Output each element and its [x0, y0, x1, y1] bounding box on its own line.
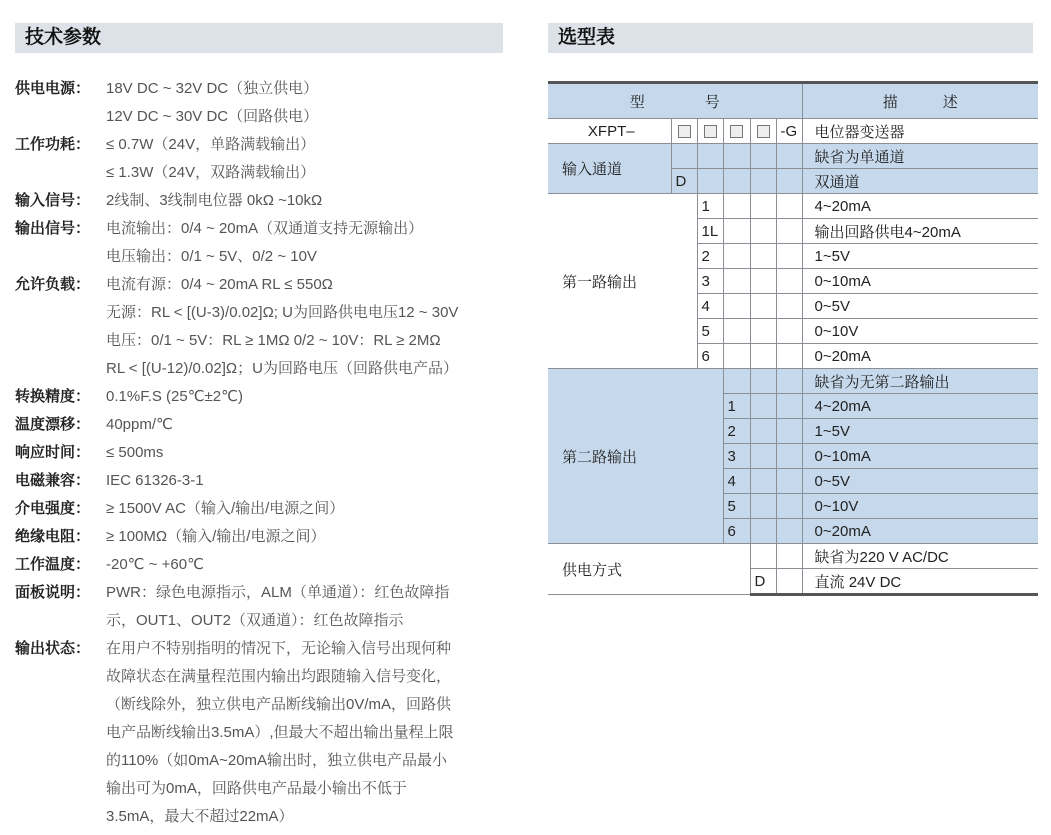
spec-row — [15, 75, 510, 131]
empty-cell — [723, 194, 750, 219]
option-desc: 1~5V — [802, 419, 1038, 444]
empty-cell — [750, 344, 776, 369]
empty-cell — [750, 169, 776, 194]
empty-cell — [776, 219, 802, 244]
spec-value — [106, 75, 318, 131]
option-code: 4 — [697, 294, 723, 319]
spec-line: -20℃ ~ +60℃ — [106, 556, 204, 573]
header-model: 型 号 — [548, 83, 802, 119]
empty-cell — [723, 294, 750, 319]
empty-cell — [723, 244, 750, 269]
option-desc: 4~20mA — [802, 194, 1038, 219]
spec-value — [106, 271, 458, 383]
spec-label: 允许负载： — [15, 276, 91, 293]
empty-cell — [697, 144, 723, 169]
table-row — [548, 369, 1038, 394]
spec-line: 示，OUT1、OUT2（双通道）：红色故障指示 — [106, 612, 404, 629]
spec-label: 输入信号： — [15, 192, 91, 209]
option-code: 3 — [723, 444, 750, 469]
spec-row — [15, 467, 510, 495]
out1-label: 第一路输出 — [548, 194, 697, 369]
empty-cell — [776, 444, 802, 469]
spec-label: 工作温度： — [15, 556, 91, 573]
option-code: 3 — [697, 269, 723, 294]
option-desc: 缺省为无第二路输出 — [802, 369, 1038, 394]
empty-cell — [750, 469, 776, 494]
empty-cell — [750, 219, 776, 244]
model-desc: 电位器变送器 — [802, 119, 1038, 144]
option-code: 5 — [723, 494, 750, 519]
spec-row — [15, 271, 510, 383]
option-desc: 0~10mA — [802, 269, 1038, 294]
spec-row — [15, 411, 510, 439]
option-code: 1 — [723, 394, 750, 419]
option-code — [671, 144, 697, 169]
option-code: 1 — [697, 194, 723, 219]
option-box-icon — [671, 119, 697, 144]
option-code: 6 — [697, 344, 723, 369]
spec-label: 工作功耗： — [15, 136, 91, 153]
option-code — [750, 544, 776, 569]
spec-value — [106, 467, 204, 495]
spec-row — [15, 551, 510, 579]
empty-cell — [776, 194, 802, 219]
option-desc: 0~5V — [802, 294, 1038, 319]
option-desc: 缺省为220 V AC/DC — [802, 544, 1038, 569]
option-code: 1L — [697, 219, 723, 244]
spec-row — [15, 383, 510, 411]
empty-cell — [776, 544, 802, 569]
option-box-icon — [723, 119, 750, 144]
option-desc: 双通道 — [802, 169, 1038, 194]
table-row — [548, 83, 1038, 119]
spec-value — [106, 439, 163, 467]
empty-cell — [776, 569, 802, 595]
section-title-selection: 选型表 — [548, 23, 1033, 53]
spec-row — [15, 215, 510, 271]
spec-value — [106, 579, 449, 635]
empty-cell — [750, 269, 776, 294]
spec-row — [15, 635, 510, 831]
spec-value — [106, 187, 322, 215]
spec-value — [106, 131, 315, 187]
empty-cell — [750, 494, 776, 519]
power-label: 供电方式 — [548, 544, 750, 595]
option-box-icon — [697, 119, 723, 144]
option-code: D — [671, 169, 697, 194]
table-row — [548, 119, 1038, 144]
empty-cell — [776, 144, 802, 169]
spec-line: 0.1%F.S (25℃±2℃) — [106, 388, 243, 405]
empty-cell — [750, 369, 776, 394]
option-desc: 0~20mA — [802, 519, 1038, 544]
spec-value — [106, 635, 454, 831]
empty-cell — [750, 244, 776, 269]
spec-line: 电流有源：0/4 ~ 20mA RL ≤ 550Ω — [106, 276, 333, 293]
spec-line: 故障状态在满量程范围内输出均跟随输入信号变化， — [106, 668, 452, 685]
table-row — [548, 194, 1038, 219]
empty-cell — [776, 244, 802, 269]
spec-value — [106, 411, 173, 439]
option-desc: 0~10mA — [802, 444, 1038, 469]
option-desc: 0~10V — [802, 319, 1038, 344]
spec-line: 输出可为0mA，回路供电产品最小输出不低于 — [106, 780, 407, 797]
empty-cell — [776, 344, 802, 369]
spec-line: 2线制、3线制电位器 0kΩ ~10kΩ — [106, 192, 323, 209]
spec-label: 供电电源： — [15, 80, 91, 97]
empty-cell — [723, 169, 750, 194]
spec-row — [15, 523, 510, 551]
empty-cell — [776, 319, 802, 344]
option-desc: 直流 24V DC — [802, 569, 1038, 595]
spec-label: 介电强度： — [15, 500, 91, 517]
spec-row — [15, 439, 510, 467]
section-title-specs: 技术参数 — [15, 23, 503, 53]
spec-label: 响应时间： — [15, 444, 91, 461]
option-desc: 4~20mA — [802, 394, 1038, 419]
option-desc: 0~5V — [802, 469, 1038, 494]
spec-line: 40ppm/℃ — [106, 416, 173, 433]
selection-table — [548, 81, 1038, 596]
option-code: 2 — [697, 244, 723, 269]
spec-row — [15, 187, 510, 215]
spec-line: 电流输出：0/4 ~ 20mA（双通道支持无源输出） — [106, 220, 424, 237]
option-desc: 0~20mA — [802, 344, 1038, 369]
spec-line: PWR：绿色电源指示，ALM（单通道）：红色故障指 — [106, 584, 450, 601]
spec-row — [15, 495, 510, 523]
spec-label: 面板说明： — [15, 584, 91, 601]
header-desc: 描 述 — [802, 83, 1038, 119]
empty-cell — [750, 194, 776, 219]
option-code — [723, 369, 750, 394]
spec-label: 温度漂移： — [15, 416, 91, 433]
empty-cell — [723, 269, 750, 294]
spec-line: RL < [(U-12)/0.02]Ω；U为回路电压（回路供电产品） — [106, 360, 458, 377]
input-label: 输入通道 — [548, 144, 671, 194]
option-desc: 1~5V — [802, 244, 1038, 269]
spec-line: ≤ 0.7W（24V，单路满载输出） — [106, 136, 316, 153]
option-code: 6 — [723, 519, 750, 544]
spec-line: ≤ 1.3W（24V，双路满载输出） — [106, 164, 316, 181]
spec-label: 绝缘电阻： — [15, 528, 91, 545]
spec-line: 无源：RL < [(U-3)/0.02]Ω; U为回路供电电压12 ~ 30V — [106, 304, 459, 321]
empty-cell — [750, 444, 776, 469]
option-desc: 0~10V — [802, 494, 1038, 519]
option-code: 4 — [723, 469, 750, 494]
spec-line: ≥ 1500V AC（输入/输出/电源之间） — [106, 500, 345, 517]
spec-value — [106, 495, 344, 523]
spec-row — [15, 131, 510, 187]
empty-cell — [750, 519, 776, 544]
out2-label: 第二路输出 — [548, 369, 723, 544]
option-code: 5 — [697, 319, 723, 344]
empty-cell — [776, 394, 802, 419]
spec-line: 在用户不特别指明的情况下，无论输入信号出现何种 — [106, 640, 452, 657]
spec-value — [106, 551, 204, 579]
spec-label: 转换精度： — [15, 388, 91, 405]
empty-cell — [723, 319, 750, 344]
option-desc: 输出回路供电4~20mA — [802, 219, 1038, 244]
spec-line: 12V DC ~ 30V DC（回路供电） — [106, 108, 319, 125]
spec-list — [15, 75, 510, 831]
spec-line: 电产品断线输出3.5mA）,但最大不超出输出量程上限 — [106, 724, 454, 741]
table-row — [548, 144, 1038, 169]
spec-line: 的110%（如0mA~20mA输出时，独立供电产品最小 — [106, 752, 448, 769]
empty-cell — [750, 319, 776, 344]
spec-line: 电压：0/1 ~ 5V：RL ≥ 1MΩ 0/2 ~ 10V：RL ≥ 2MΩ — [106, 332, 441, 349]
empty-cell — [776, 469, 802, 494]
spec-line: ≥ 100MΩ（输入/输出/电源之间） — [106, 528, 326, 545]
empty-cell — [776, 419, 802, 444]
empty-cell — [723, 344, 750, 369]
empty-cell — [776, 369, 802, 394]
spec-label: 输出状态： — [15, 640, 91, 657]
spec-label: 输出信号： — [15, 220, 91, 237]
spec-line: 电压输出：0/1 ~ 5V、0/2 ~ 10V — [106, 248, 317, 265]
option-code: D — [750, 569, 776, 595]
empty-cell — [776, 269, 802, 294]
empty-cell — [723, 144, 750, 169]
empty-cell — [697, 169, 723, 194]
empty-cell — [723, 219, 750, 244]
empty-cell — [750, 294, 776, 319]
option-desc: 缺省为单通道 — [802, 144, 1038, 169]
empty-cell — [776, 519, 802, 544]
model-name: XFPT– — [548, 119, 671, 144]
empty-cell — [750, 419, 776, 444]
empty-cell — [750, 394, 776, 419]
spec-line: ≤ 500ms — [106, 444, 164, 461]
spec-line: 18V DC ~ 32V DC（独立供电） — [106, 80, 319, 97]
spec-line: IEC 61326-3-1 — [106, 472, 204, 489]
empty-cell — [776, 169, 802, 194]
spec-row — [15, 579, 510, 635]
spec-value — [106, 215, 423, 271]
model-suffix: -G — [776, 119, 802, 144]
spec-label: 电磁兼容： — [15, 472, 91, 489]
option-box-icon — [750, 119, 776, 144]
option-code: 2 — [723, 419, 750, 444]
table-row — [548, 544, 1038, 569]
spec-value — [106, 383, 243, 411]
spec-line: 3.5mA，最大不超过22mA） — [106, 808, 294, 825]
empty-cell — [776, 494, 802, 519]
spec-value — [106, 523, 325, 551]
empty-cell — [750, 144, 776, 169]
spec-line: （断线除外，独立供电产品断线输出0V/mA，回路供 — [106, 696, 452, 713]
empty-cell — [776, 294, 802, 319]
